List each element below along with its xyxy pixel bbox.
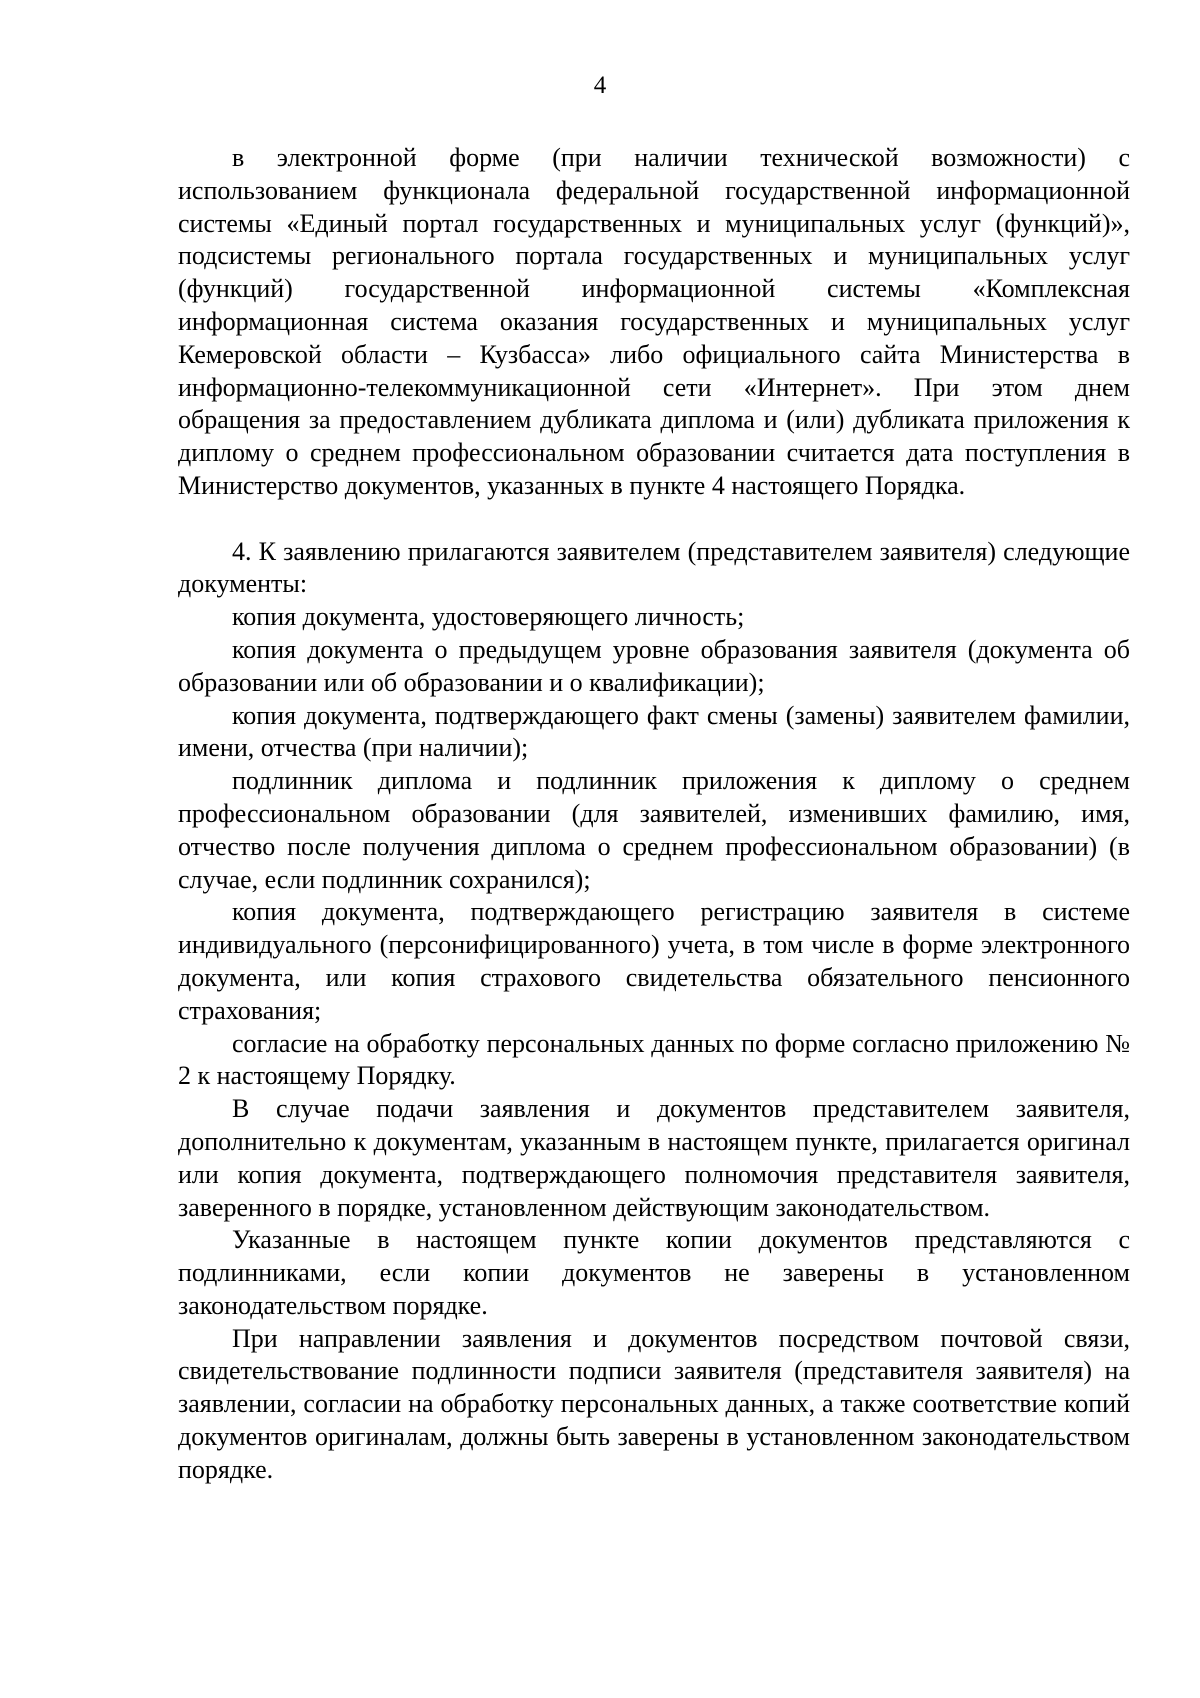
paragraph-representative: В случае подачи заявления и документов представителем заявителя, дополнительно к документам, указанным в настоящем пункте, прилагается оригинал или копия документа, подтверждающего полномочия представителя заявителя, заверенного в порядке, установленном действующим законодательством. — [178, 1094, 1130, 1222]
list-item-previous-education: копия документа о предыдущем уровне образования заявителя (документа об образовании или об образовании и о квалификации); — [178, 634, 1130, 697]
list-item-name-change: копия документа, подтверждающего факт смены (замены) заявителем фамилии, имени, отчества (при наличии); — [178, 700, 1130, 763]
paragraph-copies-with-originals: Указанные в настоящем пункте копии документов представляются с подлинниками, если копии документов не заверены в установленном законодательством порядке. — [178, 1225, 1130, 1320]
page-number: 4 — [593, 72, 607, 99]
document-body — [178, 142, 1130, 1487]
paragraph-continuation: в электронной форме (при наличии технической возможности) с использованием функционала федеральной государственной информационной системы «Единый портал государственных и муниципальных услуг (функций)», подсистемы регионального портала государственных и муниципальных услуг (функций) государственной информационной системы «Комплексная информационная система оказания государственных и муниципальных услуг Кемеровской области – Кузбасса» либо официального сайта Министерства в информационно-телекоммуникационной сети «Интернет». При этом днем обращения за предоставлением дубликата диплома и (или) дубликата приложения к диплому о среднем профессиональном образовании считается дата поступления в Министерство документов, указанных в пункте 4 настоящего Порядка. — [178, 143, 1130, 500]
list-item-insurance-registration: копия документа, подтверждающего регистрацию заявителя в системе индивидуального (персонифицированного) учета, в том числе в форме электронного документа, или копия страхового свидетельства обязательного пенсионного страхования; — [178, 897, 1130, 1025]
paragraph-postal-submission: При направлении заявления и документов посредством почтовой связи, свидетельствование подлинности подписи заявителя (представителя заявителя) на заявлении, согласии на обработку персональных данных, а также соответствие копий документов оригиналам, должны быть заверены в установленном законодательством порядке. — [178, 1323, 1130, 1484]
paragraph-item-4: 4. К заявлению прилагаются заявителем (представителем заявителя) следующие документы: — [178, 536, 1130, 599]
list-item-identity-document: копия документа, удостоверяющего личность; — [232, 602, 745, 632]
list-item-data-consent: согласие на обработку персональных данных по форме согласно приложению № 2 к настоящему Порядку. — [178, 1028, 1130, 1091]
list-item-original-diploma: подлинник диплома и подлинник приложения к диплому о среднем профессиональном образовании (для заявителей, изменивших фамилию, имя, отчество после получения диплома о среднем профессиональном образовании) (в случае, если подлинник сохранился); — [178, 766, 1130, 894]
